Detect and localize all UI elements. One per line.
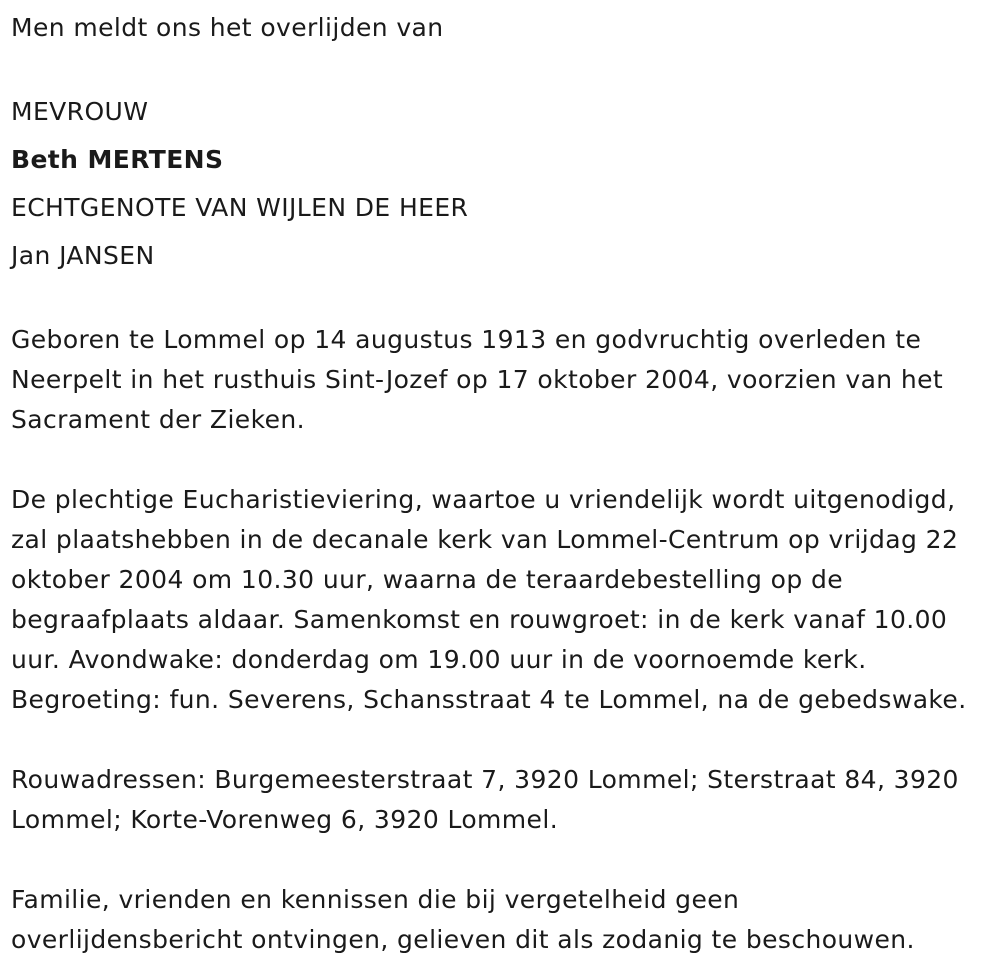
paragraph-line: De plechtige Eucharistieviering, waartoe u vriendelijk wordt uitgenodigd, [11, 485, 956, 514]
paragraph-line: Sacrament der Zieken. [11, 405, 305, 434]
paragraph-line: Lommel; Korte-Vorenweg 6, 3920 Lommel. [11, 805, 559, 834]
spacer [11, 280, 993, 320]
spacer [11, 440, 993, 480]
paragraph-line: oktober 2004 om 10.30 uur, waarna de teraardebestelling op de [11, 565, 844, 594]
closing-paragraph [11, 880, 993, 960]
paragraph-line: uur. Avondwake: donderdag om 19.00 uur in de voornoemde kerk. [11, 645, 867, 674]
honorific: MEVROUW [11, 97, 149, 126]
paragraph-line: zal plaatshebben in de decanale kerk van Lommel-Centrum op vrijdag 22 [11, 525, 959, 554]
paragraph-line: Geboren te Lommel op 14 augustus 1913 en godvruchtig overleden te [11, 325, 922, 354]
relation-text: ECHTGENOTE VAN WIJLEN DE HEER [11, 193, 469, 222]
paragraph-line: begraafplaats aldaar. Samenkomst en rouwgroet: in de kerk vanaf 10.00 [11, 605, 948, 634]
paragraph-line: Neerpelt in het rusthuis Sint-Jozef op 17 oktober 2004, voorzien van het [11, 365, 944, 394]
deceased-name: Beth MERTENS [11, 145, 224, 174]
ceremony-paragraph [11, 480, 993, 720]
birth-death-paragraph [11, 320, 993, 440]
paragraph-line: Begroeting: fun. Severens, Schansstraat 4 te Lommel, na de gebedswake. [11, 685, 967, 714]
deceased-header [11, 88, 993, 280]
spacer [11, 720, 993, 760]
intro-text: Men meldt ons het overlijden van [11, 13, 444, 42]
paragraph-line: overlijdensbericht ontvingen, gelieven dit als zodanig te beschouwen. [11, 925, 915, 954]
paragraph-line: Familie, vrienden en kennissen die bij vergetelheid geen [11, 885, 740, 914]
death-notice [11, 8, 993, 960]
paragraph-line: Rouwadressen: Burgemeesterstraat 7, 3920 Lommel; Sterstraat 84, 3920 [11, 765, 959, 794]
addresses-paragraph [11, 760, 993, 840]
spacer [11, 840, 993, 880]
spouse-name: Jan JANSEN [11, 241, 155, 270]
